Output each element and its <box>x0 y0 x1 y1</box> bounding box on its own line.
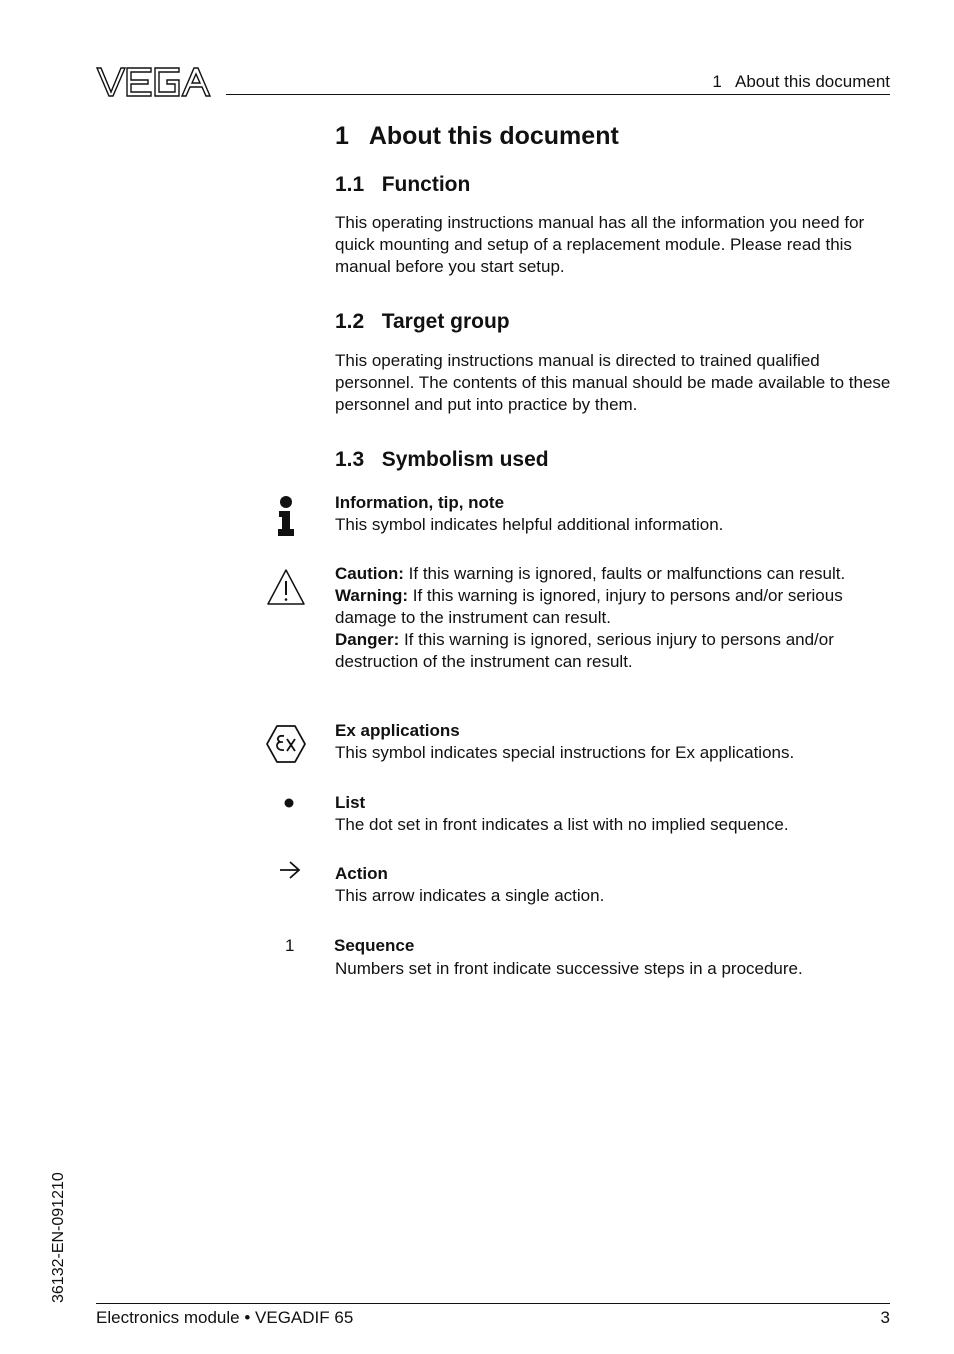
footer-rule <box>96 1303 890 1304</box>
warning-text: If this warning is ignored, injury to persons and/or serious damage to the instrument can result. <box>335 586 843 627</box>
section-body-target-group: This operating instructions manual is directed to trained qualified personnel. The contents of this manual should be made available to these personnel and put into practice by them. <box>335 351 891 414</box>
symbol-action-desc: This arrow indicates a single action. <box>335 886 605 905</box>
warning-triangle-icon <box>266 568 306 606</box>
warning-label: Warning: <box>335 586 409 605</box>
symbol-sequence-title: Sequence <box>334 936 415 955</box>
symbol-list-block <box>335 792 895 836</box>
ex-icon <box>265 724 307 764</box>
section-heading-target-group: 1.2 Target group <box>335 310 510 333</box>
arrow-right-icon <box>278 860 302 880</box>
sequence-number: 1 <box>285 936 295 955</box>
symbol-ex-title: Ex applications <box>335 721 460 740</box>
symbol-list-title: List <box>335 793 366 812</box>
symbol-sequence-desc: Numbers set in front indicate successive steps in a procedure. <box>335 959 803 978</box>
symbol-ex-desc: This symbol indicates special instructions for Ex applications. <box>335 743 795 762</box>
running-header: 1 About this document <box>712 72 890 91</box>
symbol-ex-block <box>335 720 895 764</box>
header-rule <box>226 94 890 95</box>
symbol-info-block <box>335 492 895 536</box>
footer-product: Electronics module • VEGADIF 65 <box>96 1308 354 1327</box>
symbol-list-desc: The dot set in front indicates a list with no implied sequence. <box>335 815 789 834</box>
caution-text: If this warning is ignored, faults or malfunctions can result. <box>403 564 846 583</box>
page-number: 3 <box>880 1308 890 1327</box>
danger-text: If this warning is ignored, serious injury to persons and/or destruction of the instrument can result. <box>335 630 834 671</box>
danger-label: Danger: <box>335 630 400 649</box>
symbol-action-block <box>335 863 895 907</box>
symbol-info-title: Information, tip, note <box>335 493 505 512</box>
caution-label: Caution: <box>335 564 404 583</box>
symbol-warning-block <box>335 563 885 673</box>
section-body-function: This operating instructions manual has all the information you need for quick mounting and setup of a replacement module. Please read this manual before you start setup. <box>335 213 865 276</box>
section-heading-function: 1.1 Function <box>335 173 471 196</box>
bullet-icon <box>284 798 294 808</box>
document-id: 36132-EN-091210 <box>50 1172 67 1303</box>
chapter-title: 1 About this document <box>335 122 619 150</box>
symbol-info-desc: This symbol indicates helpful additional information. <box>335 515 724 534</box>
section-heading-symbolism: 1.3 Symbolism used <box>335 448 549 471</box>
vega-logo <box>96 66 214 98</box>
info-icon <box>275 495 297 537</box>
symbol-action-title: Action <box>335 864 388 883</box>
